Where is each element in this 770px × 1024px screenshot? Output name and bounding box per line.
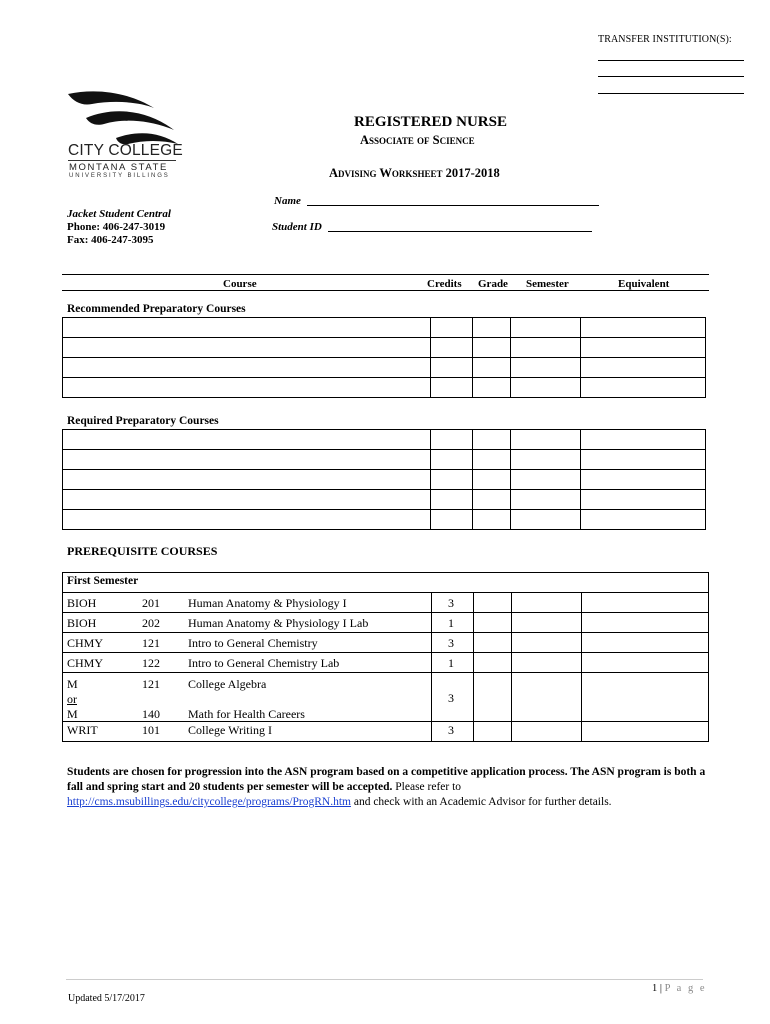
course-title: College Writing I — [188, 723, 272, 737]
name-label: Name — [274, 195, 301, 207]
course-number: 202 — [142, 616, 160, 630]
equivalent-cell[interactable] — [581, 470, 706, 490]
course-credits: 3 — [448, 691, 454, 705]
page-indicator — [652, 983, 707, 994]
table-row — [63, 490, 706, 510]
table-row — [63, 358, 706, 378]
column-header-equivalent: Equivalent — [618, 278, 670, 290]
column-header-semester: Semester — [526, 278, 569, 290]
table-row — [63, 450, 706, 470]
grade-cell[interactable] — [473, 358, 511, 378]
course-title: Human Anatomy & Physiology I — [188, 596, 347, 610]
credits-cell[interactable] — [431, 358, 473, 378]
equivalent-cell[interactable] — [581, 450, 706, 470]
equivalent-cell[interactable] — [581, 430, 706, 450]
required-courses-title: Required Preparatory Courses — [67, 415, 219, 427]
semester-cell[interactable] — [511, 490, 581, 510]
notice-text-end: and check with an Academic Advisor for further details. — [350, 796, 612, 808]
grade-cell[interactable] — [473, 470, 511, 490]
header-rule-top — [62, 274, 709, 275]
table-row — [62, 721, 709, 742]
course-title: College Algebra — [188, 677, 267, 691]
semester-cell[interactable] — [511, 470, 581, 490]
credits-cell[interactable] — [431, 510, 473, 530]
student-id-label: Student ID — [272, 221, 322, 233]
column-header-course: Course — [223, 278, 257, 290]
worksheet-title: Advising Worksheet 2017-2018 — [329, 166, 500, 180]
equivalent-cell[interactable] — [581, 318, 706, 338]
semester-cell[interactable] — [511, 450, 581, 470]
footer-divider — [66, 979, 703, 980]
course-title: Math for Health Careers — [188, 707, 305, 721]
logo-university-billings-text: UNIVERSITY BILLINGS — [69, 173, 170, 179]
course-number: 101 — [142, 723, 160, 737]
grade-cell[interactable] — [473, 338, 511, 358]
grade-cell[interactable] — [473, 430, 511, 450]
course-title: Intro to General Chemistry Lab — [188, 656, 340, 670]
table-row — [62, 672, 709, 723]
logo-swoosh-upper — [68, 91, 154, 108]
equivalent-cell[interactable] — [581, 510, 706, 530]
semester-cell[interactable] — [511, 358, 581, 378]
course-cell[interactable] — [63, 378, 431, 398]
logo-swoosh-middle — [86, 111, 174, 130]
page-title: REGISTERED NURSE — [354, 114, 507, 130]
course-subject: CHMY — [67, 656, 104, 670]
equivalent-cell[interactable] — [581, 490, 706, 510]
table-row — [63, 470, 706, 490]
table-row — [62, 632, 709, 653]
course-credits: 1 — [448, 616, 454, 630]
credits-cell[interactable] — [431, 318, 473, 338]
credits-cell[interactable] — [431, 450, 473, 470]
course-subject: M — [67, 707, 78, 721]
credits-cell[interactable] — [431, 490, 473, 510]
equivalent-cell[interactable] — [581, 338, 706, 358]
semester-cell[interactable] — [511, 510, 581, 530]
credits-cell[interactable] — [431, 378, 473, 398]
course-number: 121 — [142, 636, 160, 650]
recommended-courses-title: Recommended Preparatory Courses — [67, 303, 246, 315]
page-number: 1 — [652, 983, 658, 994]
table-row — [63, 318, 706, 338]
semester-cell[interactable] — [511, 430, 581, 450]
course-subject: CHMY — [67, 636, 104, 650]
table-row — [62, 652, 709, 673]
grade-cell[interactable] — [473, 378, 511, 398]
notice-bold-text: Students are chosen for progression into the ASN program based on a competitive application process. The ASN program is both a fall and spring start and 20 students per semester will be accepted. — [67, 766, 706, 793]
table-row — [63, 338, 706, 358]
page-separator: | — [657, 983, 665, 994]
transfer-institution-line-3[interactable] — [598, 93, 744, 94]
column-header-credits: Credits — [427, 278, 462, 290]
required-courses-table — [62, 429, 706, 530]
logo-divider — [68, 160, 176, 161]
or-separator: or — [67, 692, 77, 706]
updated-date: Updated 5/17/2017 — [68, 993, 145, 1004]
table-row — [62, 612, 709, 633]
logo-city-college-text: CITY COLLEGE — [68, 142, 183, 159]
semester-cell[interactable] — [511, 318, 581, 338]
equivalent-cell[interactable] — [581, 378, 706, 398]
course-cell[interactable] — [63, 358, 431, 378]
course-cell[interactable] — [63, 510, 431, 530]
program-link[interactable]: http://cms.msubillings.edu/citycollege/programs/ProgRN.htm — [67, 796, 351, 808]
course-subject: M — [67, 677, 78, 691]
course-credits: 1 — [448, 656, 454, 670]
fax-number: Fax: 406-247-3095 — [67, 234, 154, 246]
course-subject: WRIT — [67, 723, 98, 737]
semester-cell[interactable] — [511, 338, 581, 358]
first-semester-label: First Semester — [67, 575, 139, 587]
course-subject: BIOH — [67, 616, 97, 630]
page-word: P a g e — [664, 983, 707, 994]
table-row — [63, 510, 706, 530]
equivalent-cell[interactable] — [581, 358, 706, 378]
course-subject: BIOH — [67, 596, 97, 610]
course-number: 140 — [142, 707, 160, 721]
course-number: 201 — [142, 596, 160, 610]
grade-cell[interactable] — [473, 490, 511, 510]
course-cell[interactable] — [63, 338, 431, 358]
grade-cell[interactable] — [473, 318, 511, 338]
header-rule-bottom — [62, 290, 709, 291]
column-header-grade: Grade — [478, 278, 508, 290]
table-row — [63, 430, 706, 450]
transfer-institution-line-2[interactable] — [598, 76, 744, 77]
course-credits: 3 — [448, 723, 454, 737]
table-row — [62, 592, 709, 613]
notice-text: Please refer to — [392, 781, 462, 793]
office-name: Jacket Student Central — [67, 208, 171, 220]
program-notice — [67, 765, 707, 810]
transfer-institution-label: TRANSFER INSTITUTION(S): — [598, 34, 732, 45]
course-title: Human Anatomy & Physiology I Lab — [188, 616, 369, 630]
transfer-institution-line-1[interactable] — [598, 60, 744, 61]
course-credits: 3 — [448, 596, 454, 610]
course-title: Intro to General Chemistry — [188, 636, 318, 650]
semester-cell[interactable] — [511, 378, 581, 398]
course-cell[interactable] — [63, 430, 431, 450]
course-cell[interactable] — [63, 318, 431, 338]
table-row — [63, 378, 706, 398]
credits-cell[interactable] — [431, 338, 473, 358]
course-cell[interactable] — [63, 470, 431, 490]
grade-cell[interactable] — [473, 510, 511, 530]
degree-subtitle: Associate of Science — [360, 133, 475, 147]
phone-number: Phone: 406-247-3019 — [67, 221, 166, 233]
course-cell[interactable] — [63, 490, 431, 510]
course-number: 122 — [142, 656, 160, 670]
prerequisite-courses-title: PREREQUISITE COURSES — [67, 544, 218, 558]
course-cell[interactable] — [63, 450, 431, 470]
name-field[interactable] — [307, 205, 599, 206]
logo-montana-state-text: MONTANA STATE — [69, 162, 168, 173]
course-number: 121 — [142, 677, 160, 691]
credits-cell[interactable] — [431, 430, 473, 450]
grade-cell[interactable] — [473, 450, 511, 470]
student-id-field[interactable] — [328, 231, 592, 232]
course-credits: 3 — [448, 636, 454, 650]
credits-cell[interactable] — [431, 470, 473, 490]
recommended-courses-table — [62, 317, 706, 398]
